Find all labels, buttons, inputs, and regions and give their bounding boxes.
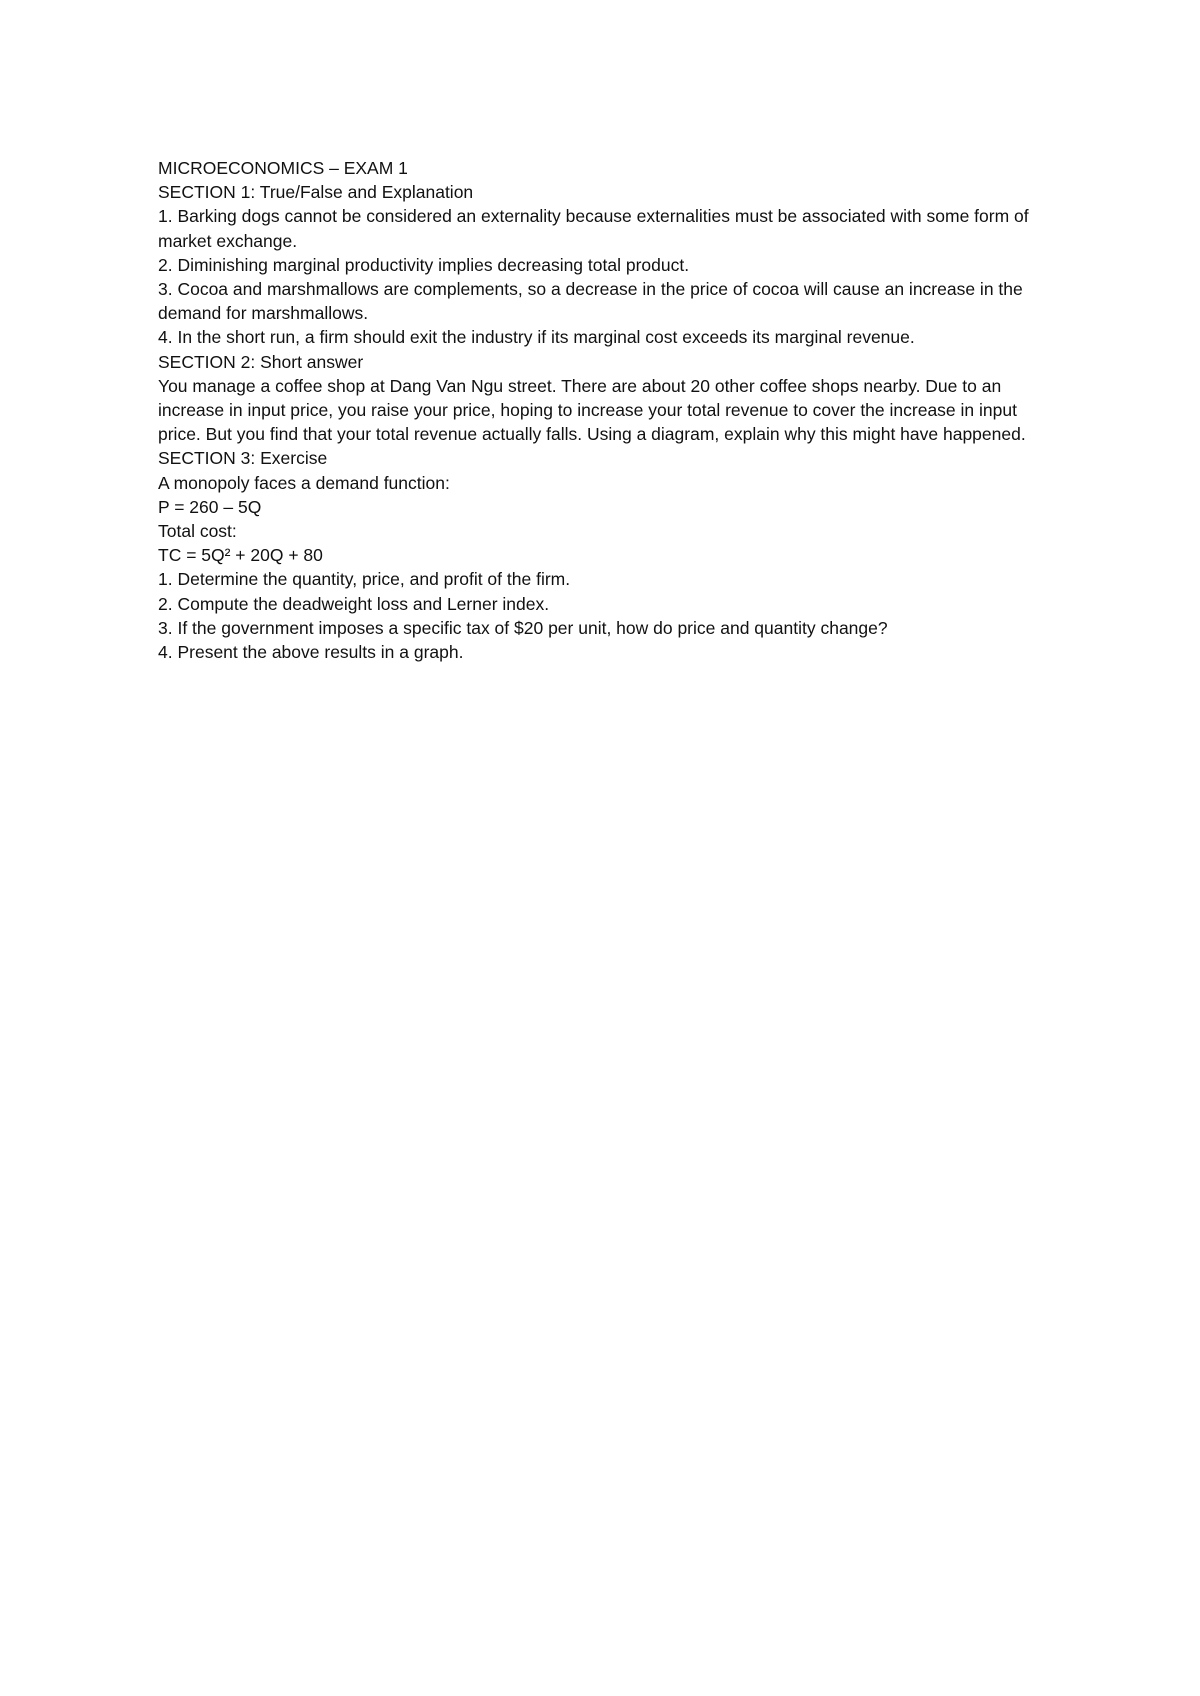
exam-title: MICROECONOMICS – EXAM 1	[158, 158, 408, 178]
section-3-item-3: 3. If the government imposes a specific tax of $20 per unit, how do price and quantity change?	[158, 617, 888, 638]
section-1-item-2: 2. Diminishing marginal productivity implies decreasing total product.	[158, 254, 690, 275]
demand-function: P = 260 – 5Q	[158, 496, 262, 517]
section-1-item-1: 1. Barking dogs cannot be considered an externality because externalities must be associated with some form of market exchange.	[158, 206, 1029, 251]
section-3-item-1: 1. Determine the quantity, price, and profit of the firm.	[158, 569, 571, 590]
total-cost-label: Total cost:	[158, 521, 237, 542]
section-1-item-4: 4. In the short run, a firm should exit the industry if its marginal cost exceeds its marginal revenue.	[158, 327, 915, 348]
section-1-heading: SECTION 1: True/False and Explanation	[158, 182, 474, 203]
section-3-item-2: 2. Compute the deadweight loss and Lerner index.	[158, 593, 550, 614]
section-3-intro: A monopoly faces a demand function:	[158, 472, 450, 493]
section-2-paragraph: You manage a coffee shop at Dang Van Ngu street. There are about 20 other coffee shops nearby. Due to an increase in input price, you raise your price, hoping to increase your total revenue to cover the increase in input price. But you find that your total revenue actually falls. Using a diagram, explain why this might have happened.	[158, 375, 1026, 445]
section-3-item-4: 4. Present the above results in a graph.	[158, 642, 464, 663]
section-2-heading: SECTION 2: Short answer	[158, 351, 364, 372]
section-3-heading: SECTION 3: Exercise	[158, 448, 328, 469]
total-cost-function: TC = 5Q² + 20Q + 80	[158, 545, 323, 566]
section-1-item-3: 3. Cocoa and marshmallows are complements, so a decrease in the price of cocoa will cause an increase in the demand for marshmallows.	[158, 279, 1023, 324]
exam-content	[158, 156, 1078, 664]
